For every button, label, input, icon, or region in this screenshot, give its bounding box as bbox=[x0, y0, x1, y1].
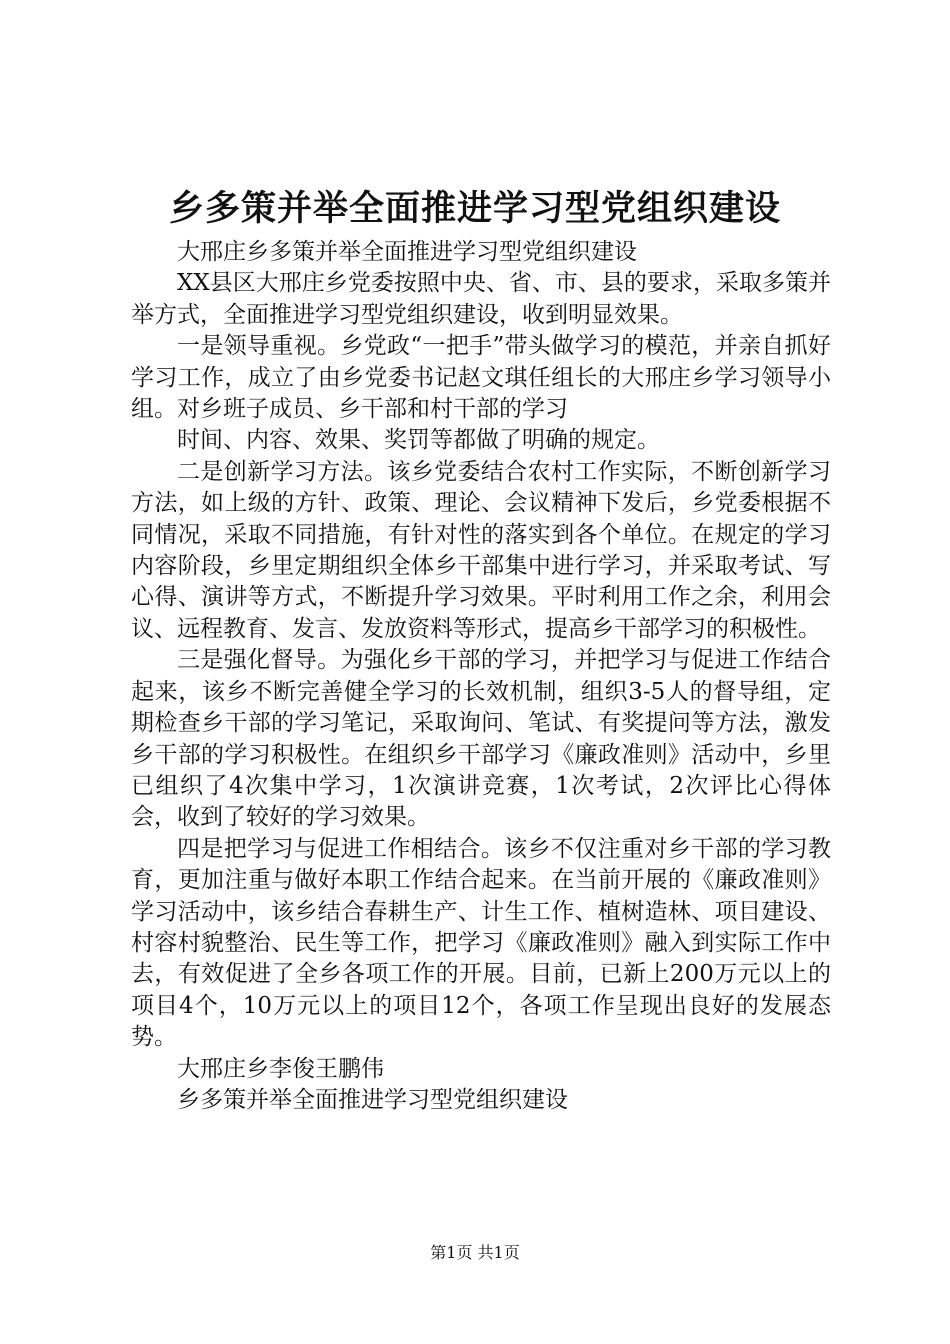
point-one-paragraph: 一是领导重视。乡党政“一把手”带头做学习的模范，并亲自抓好学习工作，成立了由乡党委书记赵文琪任组长的大邢庄乡学习领导小组。对乡班子成员、乡干部和村干部的学习 bbox=[131, 333, 831, 423]
document-body bbox=[131, 237, 831, 1116]
point-three-paragraph: 三是强化督导。为强化乡干部的学习，并把学习与促进工作结合起来，该乡不断完善健全学习的长效机制，组织3-5人的督导组，定期检查乡干部的学习笔记，采取询问、笔试、有奖提问等方法，激发乡干部的学习积极性。在组织乡干部学习《廉政准则》活动中，乡里已组织了4次集中学习，1次演讲竞赛，1次考试，2次评比心得体会，收到了较好的学习效果。 bbox=[131, 647, 831, 831]
point-two-paragraph: 二是创新学习方法。该乡党委结合农村工作实际，不断创新学习方法，如上级的方针、政策、理论、会议精神下发后，乡党委根据不同情况，采取不同措施，有针对性的落实到各个单位。在规定的学习内容阶段，乡里定期组织全体乡干部集中进行学习，并采取考试、写心得、演讲等方式，不断提升学习效果。平时利用工作之余，利用会议、远程教育、发言、发放资料等形式，提高乡干部学习的积极性。 bbox=[131, 458, 831, 642]
closing-title-line: 乡多策并举全面推进学习型党组织建设 bbox=[177, 1086, 568, 1113]
page-footer: 第1页 共1页 bbox=[430, 1243, 520, 1262]
document-title: 乡多策并举全面推进学习型党组织建设 bbox=[168, 188, 781, 229]
point-four-paragraph: 四是把学习与促进工作相结合。该乡不仅注重对乡干部的学习教育，更加注重与做好本职工作结合起来。在当前开展的《廉政准则》学习活动中，该乡结合春耕生产、计生工作、植树造林、项目建设、村容村貌整治、民生等工作，把学习《廉政准则》融入到实际工作中去，有效促进了全乡各项工作的开展。目前，已新上200万元以上的项目4个，10万元以上的项目12个，各项工作呈现出良好的发展态势。 bbox=[131, 835, 831, 1051]
intro-paragraph: XX县区大邢庄乡党委按照中央、省、市、县的要求，采取多策并举方式，全面推进学习型党组织建设，收到明显效果。 bbox=[131, 270, 831, 328]
subtitle-paragraph: 大邢庄乡多策并举全面推进学习型党组织建设 bbox=[177, 239, 637, 265]
author-line: 大邢庄乡李俊王鹏伟 bbox=[177, 1055, 384, 1082]
point-one-continuation: 时间、内容、效果、奖罚等都做了明确的规定。 bbox=[177, 427, 660, 454]
